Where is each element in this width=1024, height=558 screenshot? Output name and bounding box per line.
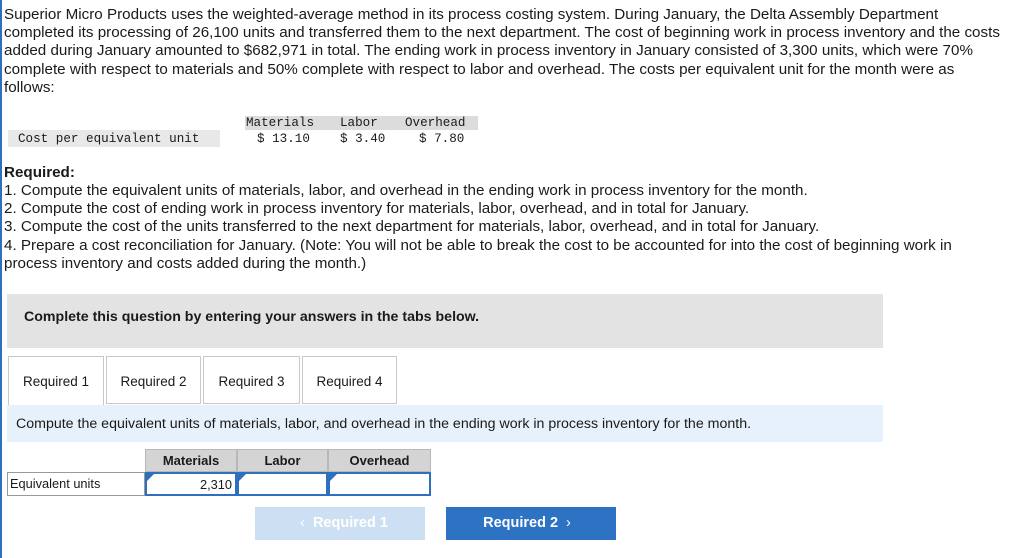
materials-input[interactable] [145,472,237,496]
tab-label: Required 3 [218,374,285,389]
cost-overhead-value: $ 7.80 [419,132,465,146]
labor-input[interactable] [237,472,328,496]
required-item-2: 2. Compute the cost of ending work in process inventory for materials, labor, overhead, and in total for January. [4,200,750,218]
answer-header-overhead: Overhead [328,449,431,472]
chevron-right-icon: › [566,515,571,531]
next-button-label: Required 2 [483,515,559,531]
materials-input-value: 2,310 [199,477,232,492]
tab-label: Required 2 [120,374,187,389]
required-list [4,182,1009,273]
tab-label: Required 4 [316,374,383,389]
cost-header-overhead: Overhead [405,116,466,130]
overhead-input[interactable] [328,472,431,496]
tab-label: Required 1 [22,374,90,389]
next-required-button[interactable] [446,507,616,540]
answer-row-label: Equivalent units [7,472,145,496]
tab-instruction-panel [7,405,883,442]
answer-header-materials: Materials [145,449,237,472]
tab-required-4[interactable] [302,356,397,404]
cost-labor-value: $ 3.40 [340,132,386,146]
input-flag-icon [330,474,337,481]
required-title: Required: [4,164,75,181]
cost-header-labor: Labor [340,116,378,130]
tab-required-1[interactable] [8,356,104,406]
left-border-rule [0,0,2,558]
instructions-banner-text: Complete this question by entering your answers in the tabs below. [24,309,480,325]
cost-materials-value: $ 13.10 [257,132,310,146]
chevron-left-icon: ‹ [300,515,305,531]
required-item-1: 1. Compute the equivalent units of materials, labor, and overhead in the ending work in process inventory for the month. [4,182,808,199]
cost-row-label: Cost per equivalent unit [18,132,200,146]
tab-required-2[interactable] [106,356,201,404]
input-flag-icon [147,474,154,481]
cost-header-materials: Materials [246,116,315,130]
required-item-4: 4. Prepare a cost reconciliation for January. (Note: You will not be able to break the cost to be accounted for into the cost of beginning work in process inventory and costs added during the month.) [4,236,952,272]
prev-required-button[interactable] [255,507,425,540]
required-item-3: 3. Compute the cost of the units transferred to the next department for materials, labor, overhead, and in total for January. [4,218,820,236]
input-flag-icon [239,474,246,481]
answer-header-labor: Labor [237,449,328,472]
tab-instruction-text: Compute the equivalent units of materials, labor, and overhead in the ending work in process inventory for the month. [16,416,752,432]
tab-required-3[interactable] [203,356,300,404]
prev-button-label: Required 1 [312,515,388,531]
cost-row [8,130,478,147]
instructions-banner [7,294,883,348]
problem-text: Superior Micro Products uses the weighted-average method in its process costing system. During January, the Delta Assembly Department completed its processing of 26,100 units and transferred them to the next department. The cost of beginning work in process inventory and the costs added during January amounted to $682,971 in total. The ending work in process inventory in January consisted of 3,300 units, which were 70% complete with respect to materials and 50% complete with respect to labor and overhead. The costs per equivalent unit for the month were as follows: [4,6,1000,96]
